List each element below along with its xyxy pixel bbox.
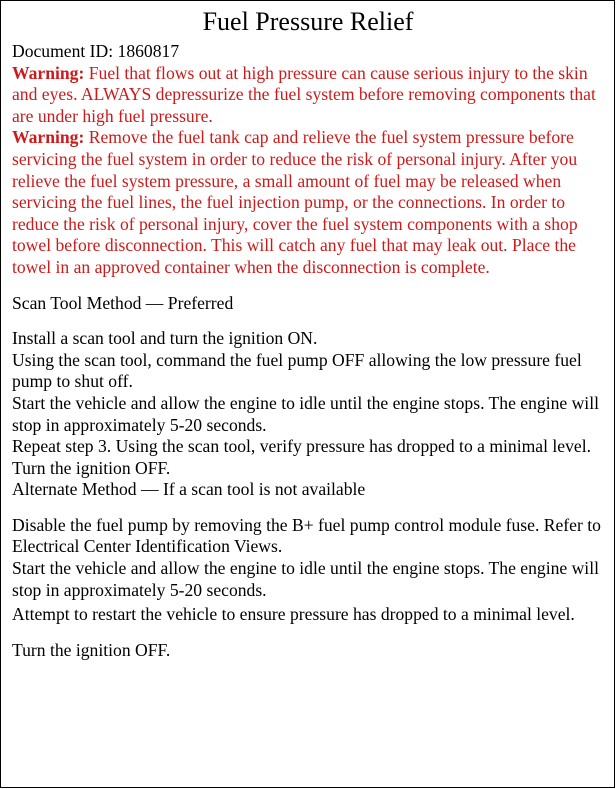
warning-label: Warning:	[12, 127, 85, 148]
step: Start the vehicle and allow the engine to idle until the engine stops. The engine will stop in approximately 5-20 seconds.	[12, 558, 599, 600]
warning-label: Warning:	[12, 62, 85, 83]
final-step: Turn the ignition OFF.	[12, 639, 171, 660]
step: Disable the fuel pump by removing the B+ fuel pump control module fuse. Refer to Electrical Center Identification Views.	[12, 514, 601, 557]
warning-2	[12, 127, 604, 278]
alternate-method-heading: Alternate Method — If a scan tool is not available	[12, 479, 366, 500]
step: Attempt to restart the vehicle to ensure pressure has dropped to a minimal level.	[12, 604, 575, 625]
scan-method-steps	[12, 328, 604, 479]
warning-text: Remove the fuel tank cap and relieve the fuel system pressure before servicing the fuel system in order to reduce the risk of personal injury. After you relieve the fuel system pressure, a small amount of fuel may be released when servicing the fuel lines, the fuel injection pump, or the connections. In order to reduce the risk of personal injury, cover the fuel system components with a shop towel before disconnection. This will catch any fuel that may leak out. Place the towel in an approved container when the disconnection is complete.	[12, 127, 578, 277]
document-id: Document ID: 1860817	[12, 41, 180, 61]
step: Install a scan tool and turn the ignition ON.	[12, 328, 318, 349]
step: Start the vehicle and allow the engine to idle until the engine stops. The engine will stop in approximately 5-20 seconds.	[12, 392, 599, 435]
step: Using the scan tool, command the fuel pump OFF allowing the low pressure fuel pump to shut off.	[12, 349, 582, 392]
warning-1	[12, 63, 604, 128]
scan-method-heading: Scan Tool Method — Preferred	[12, 292, 234, 313]
page-title: Fuel Pressure Relief	[202, 7, 414, 36]
step: Turn the ignition OFF.	[12, 457, 171, 478]
warning-text: Fuel that flows out at high pressure can cause serious injury to the skin and eyes. ALWAYS depressurize the fuel system before removing components that are under high fuel pressure.	[12, 62, 596, 126]
alternate-method-steps	[12, 515, 604, 626]
step: Repeat step 3. Using the scan tool, verify pressure has dropped to a minimal level.	[12, 436, 591, 457]
